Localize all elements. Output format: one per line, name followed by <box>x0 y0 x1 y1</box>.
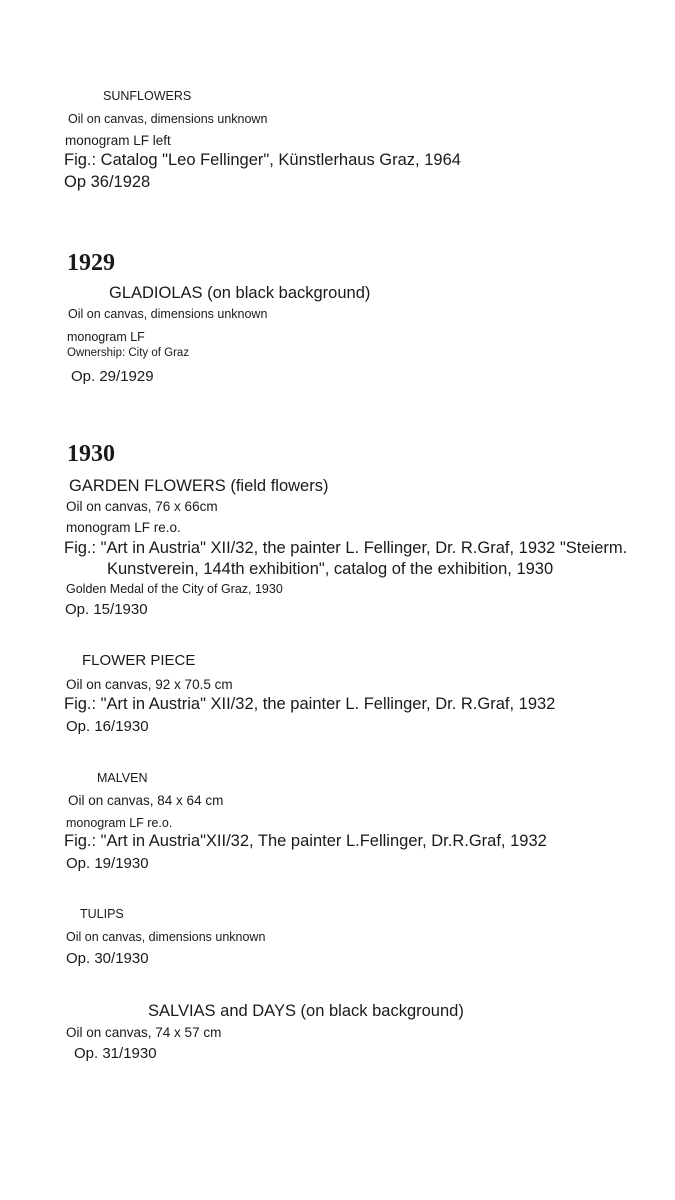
garden-flowers-fig-line1: Fig.: "Art in Austria" XII/32, the painter L. Fellinger, Dr. R.Graf, 1932 "Steierm. <box>64 539 628 557</box>
malven-signature: monogram LF re.o. <box>66 816 173 830</box>
flower-piece-medium: Oil on canvas, 92 x 70.5 cm <box>66 677 233 692</box>
tulips-medium: Oil on canvas, dimensions unknown <box>66 930 266 944</box>
sunflowers-opus: Op 36/1928 <box>64 173 151 191</box>
garden-flowers-fig-line2: Kunstverein, 144th exhibition", catalog of the exhibition, 1930 <box>107 560 554 578</box>
garden-flowers-medium: Oil on canvas, 76 x 66cm <box>66 499 218 514</box>
gladiolas-opus: Op. 29/1929 <box>71 368 154 385</box>
garden-flowers-signature: monogram LF re.o. <box>66 520 181 535</box>
gladiolas-medium: Oil on canvas, dimensions unknown <box>68 307 268 321</box>
malven-medium: Oil on canvas, 84 x 64 cm <box>68 793 224 808</box>
sunflowers-title: SUNFLOWERS <box>103 89 192 103</box>
gladiolas-signature: monogram LF <box>67 330 145 344</box>
garden-flowers-opus: Op. 15/1930 <box>65 601 148 618</box>
flower-piece-title: FLOWER PIECE <box>82 652 196 669</box>
salvias-title: SALVIAS and DAYS (on black background) <box>148 1002 464 1020</box>
sunflowers-signature: monogram LF left <box>65 133 171 148</box>
salvias-medium: Oil on canvas, 74 x 57 cm <box>66 1025 222 1040</box>
tulips-title: TULIPS <box>80 907 124 921</box>
sunflowers-fig: Fig.: Catalog "Leo Fellinger", Künstlerhaus Graz, 1964 <box>64 151 461 169</box>
garden-flowers-title: GARDEN FLOWERS (field flowers) <box>69 477 329 495</box>
sunflowers-medium: Oil on canvas, dimensions unknown <box>68 112 268 126</box>
malven-title: MALVEN <box>97 771 148 785</box>
malven-fig: Fig.: "Art in Austria"XII/32, The painter L.Fellinger, Dr.R.Graf, 1932 <box>64 832 547 850</box>
year-heading-1929: 1929 <box>67 250 115 276</box>
gladiolas-ownership: Ownership: City of Graz <box>67 347 190 359</box>
year-heading-1930: 1930 <box>67 441 115 467</box>
malven-opus: Op. 19/1930 <box>66 855 149 872</box>
gladiolas-title: GLADIOLAS (on black background) <box>109 284 371 302</box>
salvias-opus: Op. 31/1930 <box>74 1045 157 1062</box>
flower-piece-opus: Op. 16/1930 <box>66 718 149 735</box>
flower-piece-fig: Fig.: "Art in Austria" XII/32, the painter L. Fellinger, Dr. R.Graf, 1932 <box>64 695 556 713</box>
tulips-opus: Op. 30/1930 <box>66 950 149 967</box>
garden-flowers-award: Golden Medal of the City of Graz, 1930 <box>66 582 283 596</box>
